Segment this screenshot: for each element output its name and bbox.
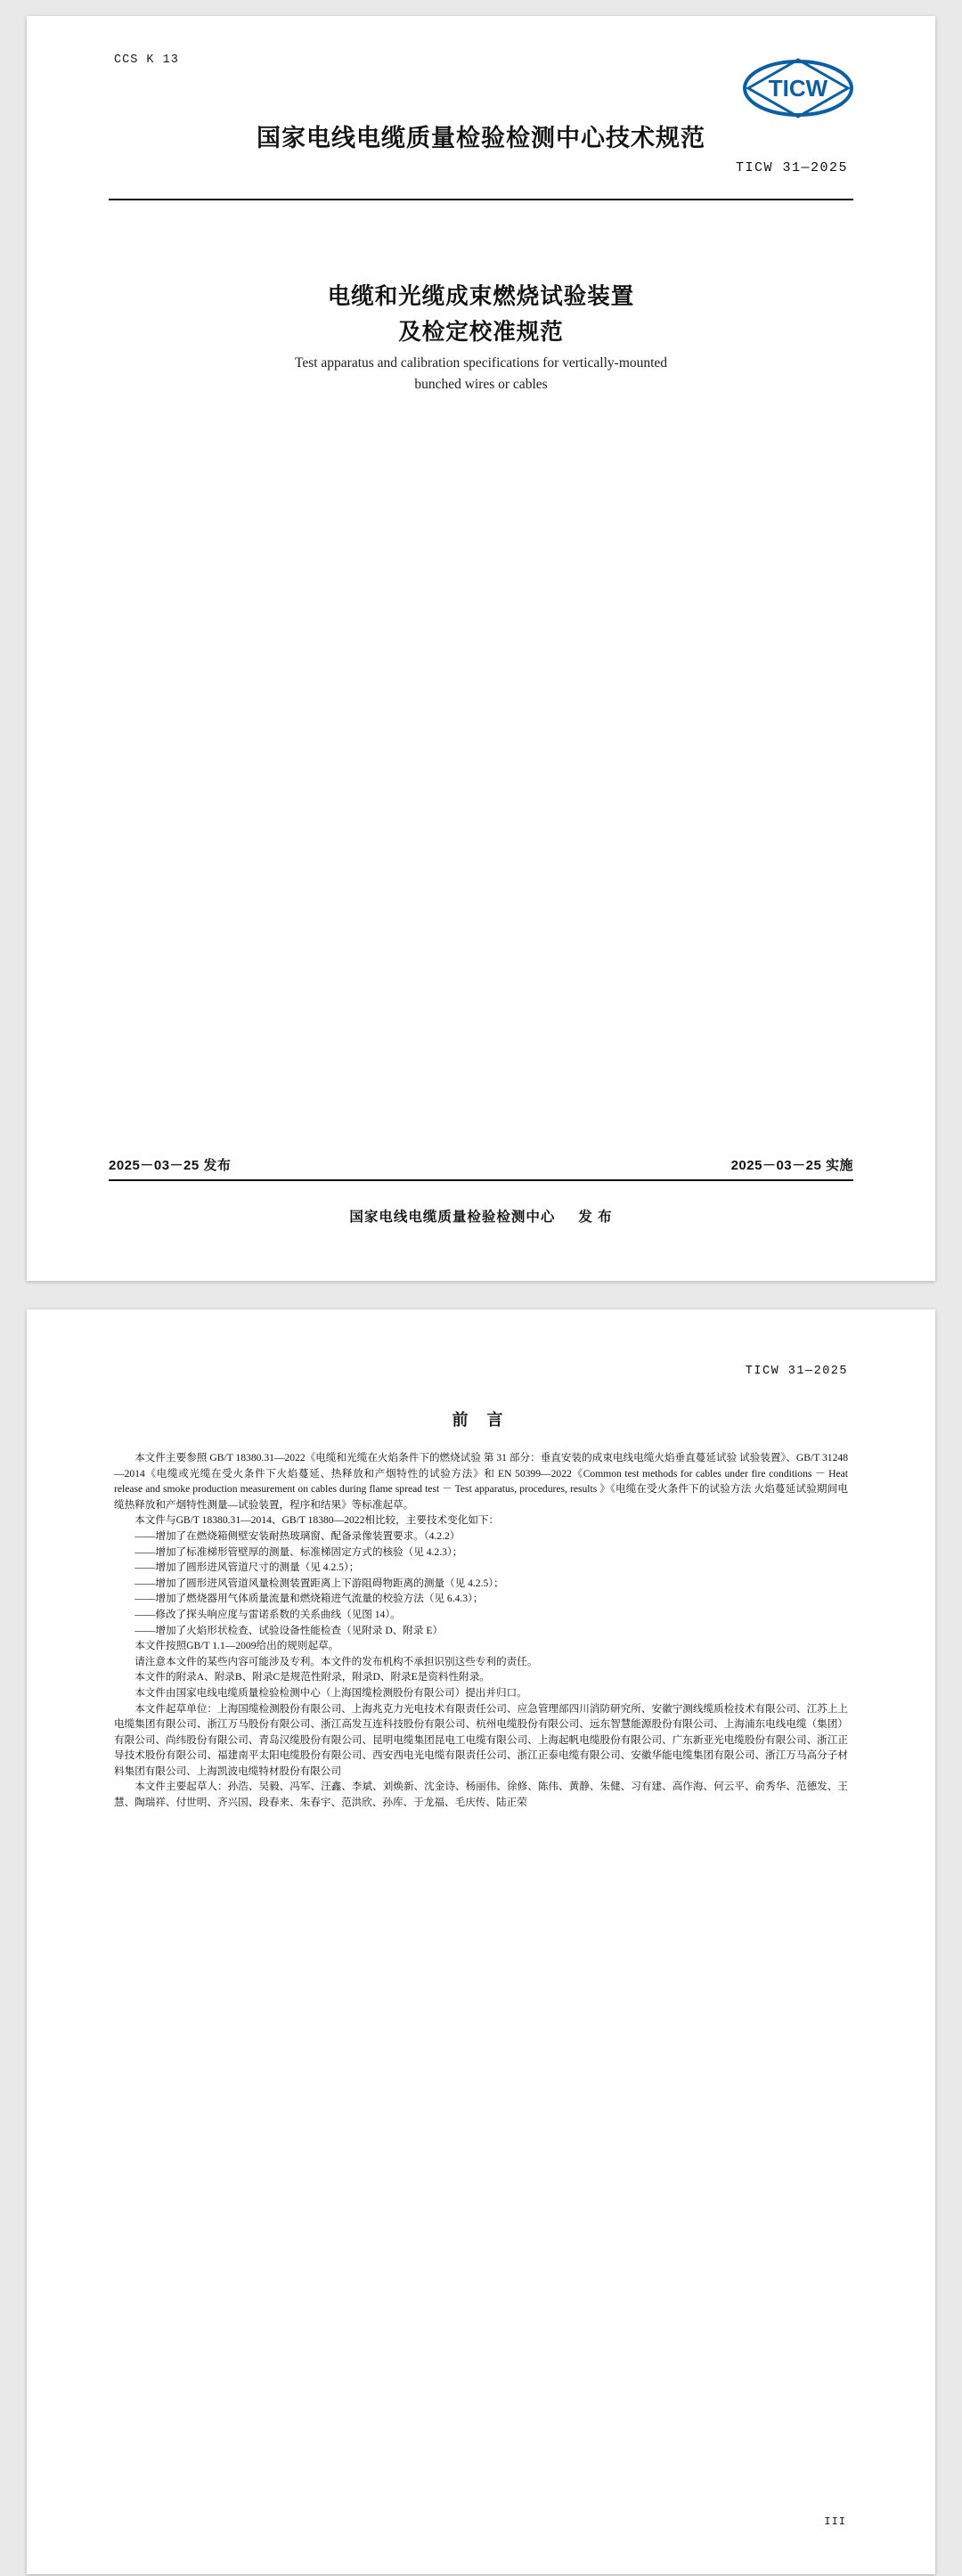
foreword-paragraph: ——增加了燃烧器用气体质量流量和燃烧箱进气流量的校验方法（见 6.4.3）； xyxy=(135,1593,484,1605)
foreword-page xyxy=(27,1309,935,2574)
foreword-paragraph: 本文件的附录A、附录B、附录C是规范性附录，附录D、附录E是资料性附录。 xyxy=(135,1671,490,1683)
foreword-paragraph: 请注意本文件的某些内容可能涉及专利。本文件的发布机构不承担识别这些专利的责任。 xyxy=(135,1655,538,1667)
cover-page xyxy=(27,16,935,1281)
foreword-paragraph: 本文件由国家电线电缆质量检验检测中心（上海国缆检测股份有限公司）提出并归口。 xyxy=(135,1686,527,1699)
date-row xyxy=(109,1155,853,1174)
issue-date: 2025－03－25 发布 xyxy=(109,1158,232,1173)
foreword-paragraph: 本文件起草单位：上海国缆检测股份有限公司、上海兆克力光电技术有限责任公司、应急管理部四川消防研究所、安徽宁测线缆质检技术有限公司、江苏上上电缆集团有限公司、浙江万马股份有限公司、浙江高发互连科技股份有限公司、杭州电缆股份有限公司、远东智慧能源股份有限公司、上海浦东电线电缆（集团）有限公司、尚纬股份有限公司、青岛汉缆股份有限公司、昆明电缆集团昆电工电缆有限公司、上海起帆电缆股份有限公司、广东新亚光电缆股份有限公司、浙江正导技术股份有限公司、福建南平太阳电缆股份有限公司、西安西电光电缆有限责任公司、浙江正泰电缆有限公司、安徽华能电缆集团有限公司、浙江万马高分子材料集团有限公司、上海凯波电缆特材股份有限公司 xyxy=(114,1702,848,1777)
foreword-body xyxy=(114,1450,848,1811)
foreword-paragraph: ——增加了圆形进风管道风量检测装置距离上下游阻碍物距离的测量（见 4.2.5）； xyxy=(135,1577,504,1589)
foreword-paragraph: ——增加了标准梯形管壁厚的测量、标准梯固定方式的核验（见 4.2.3）； xyxy=(135,1545,463,1558)
foreword-paragraph: ——增加了在燃烧箱侧壁安装耐热玻璃窗、配备录像装置要求。（4.2.2） xyxy=(135,1529,461,1542)
foreword-paragraph: 本文件主要起草人：孙浩、吴毅、冯军、汪鑫、李斌、刘焕新、沈金诗、杨丽伟、徐修、陈伟、黄静、朱健、习有建、高作海、何云平、俞秀华、范德发、王慧、陶瑞祥、付世明、齐兴国、段春来、朱春宇、范洪欣、孙库、于龙福、毛庆传、陆正荣 xyxy=(114,1781,848,1809)
page-number: III xyxy=(824,2515,846,2528)
foreword-title: 前 言 xyxy=(452,1411,510,1429)
ccs-classification: CCS K 13 xyxy=(114,53,179,67)
document-title xyxy=(89,279,873,350)
effective-date: 2025－03－25 实施 xyxy=(730,1158,853,1173)
standard-number: TICW 31—2025 xyxy=(735,160,848,175)
publisher-name: 国家电线电缆质量检验检测中心 xyxy=(349,1210,556,1225)
document-title-english xyxy=(169,353,793,395)
document-title-line2: 及检定校准规范 xyxy=(398,320,564,345)
document-title-en-line2: bunched wires or cables xyxy=(414,377,548,392)
cover-content xyxy=(89,16,873,1281)
footer-divider xyxy=(109,1179,853,1181)
publisher-line xyxy=(89,1206,873,1226)
header-divider xyxy=(109,199,853,200)
foreword-paragraph: 本文件按照GB/T 1.1—2009给出的规则起草。 xyxy=(135,1640,339,1652)
svg-text:TICW: TICW xyxy=(768,75,828,102)
foreword-paragraph: 本文件与GB/T 18380.31—2014、GB/T 18380—2022相比较，主要技术变化如下： xyxy=(135,1514,500,1527)
organization-title: 国家电线电缆质量检验检测中心技术规范 xyxy=(257,125,705,151)
foreword-paragraph: ——修改了探头响应度与雷诺系数的关系曲线（见图 14）。 xyxy=(135,1608,401,1620)
ticw-logo-icon xyxy=(741,56,855,120)
document-title-line1: 电缆和光缆成束燃烧试验装置 xyxy=(327,284,635,309)
document-title-en-line1: Test apparatus and calibration specifications for vertically-mounted xyxy=(294,355,668,371)
publisher-suffix: 发 布 xyxy=(578,1210,613,1225)
foreword-content xyxy=(89,1309,873,2574)
foreword-paragraph: ——增加了火焰形状检查、试验设备性能检查（见附录 D、附录 E） xyxy=(135,1624,444,1636)
running-header-standard-number: TICW 31—2025 xyxy=(745,1365,848,1378)
foreword-paragraph: ——增加了圆形进风管道尺寸的测量（见 4.2.5）； xyxy=(135,1561,360,1574)
foreword-paragraph: 本文件主要参照 GB/T 18380.31—2022《电缆和光缆在火焰条件下的燃烧试验 第 31 部分：垂直安装的成束电线电缆火焰垂直蔓延试验 试验装置》、GB/T 31248—2014《电缆或光缆在受火条件下火焰蔓延、热释放和产烟特性的试验方法》和 EN 50399—2022《Common test methods for cables under fire conditions － Heat release and smoke production measurement on cables during flame spread test － Test apparatus, procedures, results 》《电缆在受火条件下的试验方法 火焰蔓延试验期间电缆热释放和产烟特性测量—试验装置，程序和结果》等标准起草。 xyxy=(114,1452,848,1511)
